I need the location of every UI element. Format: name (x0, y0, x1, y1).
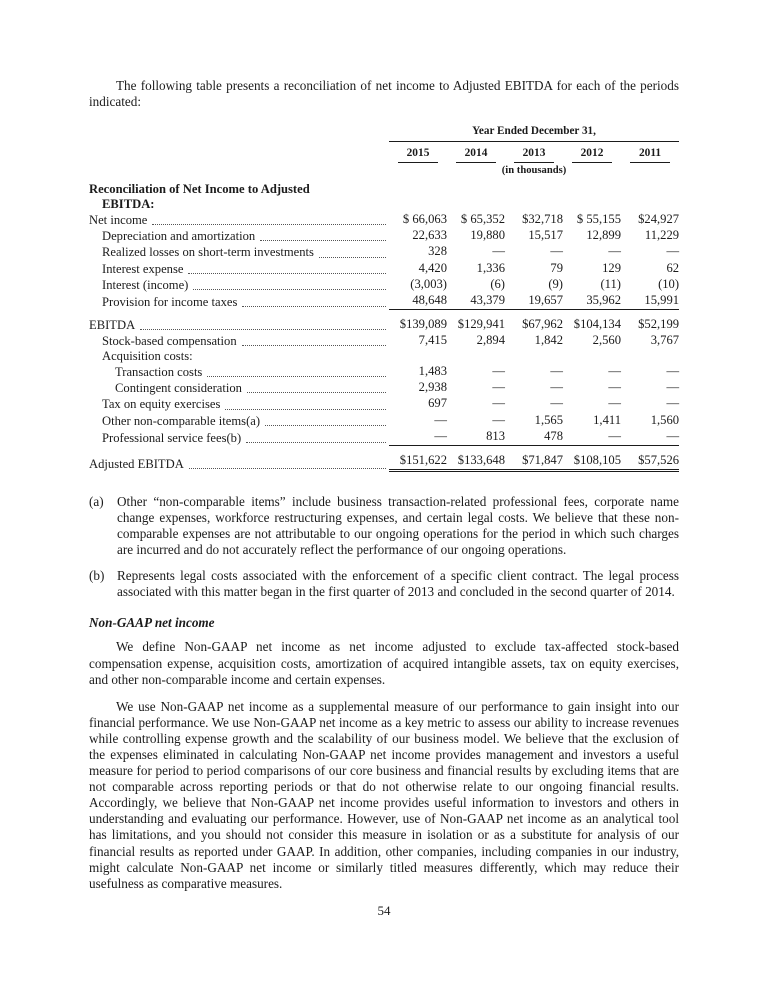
table-row (89, 413, 679, 429)
cell-value: — (608, 380, 621, 395)
cell-value: 12,899 (586, 228, 621, 243)
year-header-2015 (389, 141, 447, 163)
dot-leader (189, 468, 386, 469)
table-row (89, 364, 679, 380)
table-row (89, 349, 679, 364)
cell-value: $133,648 (447, 453, 505, 472)
cell-value: 3,767 (650, 333, 680, 347)
cell-value: 11,229 (644, 228, 680, 243)
table-row (89, 212, 679, 228)
dot-leader (265, 425, 386, 426)
row-label: Other non-comparable items(a) (102, 413, 261, 428)
units-note-row (89, 163, 679, 182)
footnote-b (89, 568, 679, 600)
table-row (89, 261, 679, 277)
year-header-2012 (563, 141, 621, 163)
cell-value: 43,379 (447, 293, 505, 310)
cell-value: 1,560 (650, 412, 680, 427)
table-section-title-cont: EBITDA: (102, 197, 155, 212)
footnote-b-marker: (b) (89, 568, 105, 584)
year-label: 2012 (572, 147, 613, 164)
cell-value: 19,657 (505, 293, 563, 310)
row-label: Contingent consideration (115, 381, 242, 396)
cell-value: $57,526 (621, 453, 679, 472)
cell-value: 2,938 (418, 380, 447, 395)
cell-value (563, 349, 621, 364)
row-label: Interest (income) (102, 277, 189, 292)
cell-value: 79 (550, 260, 563, 275)
dot-leader (207, 376, 386, 377)
cell-value: 7,415 (418, 333, 447, 347)
cell-value: — (666, 380, 680, 395)
year-header-2013 (505, 141, 563, 163)
cell-value: — (389, 429, 447, 446)
ebitda-reconciliation-table (89, 125, 679, 472)
cell-value: $139,089 (399, 316, 447, 331)
cell-value: $24,927 (638, 212, 680, 227)
cell-value: $108,105 (563, 453, 621, 472)
cell-value: (10) (658, 276, 680, 291)
dot-leader (247, 392, 386, 393)
cell-value: (11) (600, 276, 621, 291)
cell-value (447, 349, 505, 364)
period-header: Year Ended December 31, (389, 125, 679, 141)
dot-leader (242, 345, 386, 346)
table-row (89, 277, 679, 293)
cell-value: 813 (447, 429, 505, 446)
cell-value: — (608, 396, 621, 411)
cell-value: 1,483 (418, 364, 447, 379)
footnote-a (89, 494, 679, 558)
non-gaap-paragraph-2: We use Non-GAAP net income as a supplemental measure of our performance to gain insight into our financial performance. We use Non-GAAP net income as a key metric to assess our ability to increase revenues while controlling expense growth and the scalability of our business model. We believe that the exclusion of the expenses eliminated in calculating Non-GAAP net income provides management and investors a useful measure for period to period comparisons of our core business and financial results by excluding items that are not comparable across reporting periods or that do not otherwise relate to our ongoing financial results. Accordingly, we believe that Non-GAAP net income provides useful information to investors and others in understanding and evaluating our performance. However, use of Non-GAAP net income as an analytical tool has limitations, and you should not consider this measure in isolation or as a substitute for analysis of our financial results as reported under GAAP. In addition, other companies, including companies in our industry, might calculate Non-GAAP net income or similarly titled measures differently, which may reduce their usefulness as comparative measures. (89, 698, 679, 891)
cell-value: 2,560 (592, 333, 621, 347)
cell-value (621, 349, 679, 364)
dot-leader (260, 240, 386, 241)
year-label: 2014 (456, 147, 497, 164)
table-row (89, 380, 679, 396)
section-title-row-cont (89, 197, 679, 212)
table-header (89, 125, 679, 182)
cell-value: $ 55,155 (576, 212, 621, 227)
footnote-a-text: Other “non-comparable items” include business transaction-related professional fees, corporate name change expenses, workforce restructuring expenses, and certain legal costs. We believe that these non-comparable expenses are not attributable to our ongoing operations for the period in which such charges are incurred and do not accurately reflect the performance of our ongoing operations. (117, 493, 679, 558)
page-number: 54 (377, 903, 391, 918)
cell-value: $32,718 (522, 212, 563, 227)
cell-value: 15,991 (621, 293, 679, 310)
table-section-title: Reconciliation of Net Income to Adjusted (89, 182, 310, 197)
cell-value: 19,880 (470, 228, 505, 243)
cell-value: — (492, 396, 505, 411)
cell-value: 35,962 (563, 293, 621, 310)
cell-value: $52,199 (638, 316, 680, 331)
row-label: Transaction costs (115, 365, 203, 380)
cell-value: $104,134 (573, 316, 621, 331)
cell-value: — (550, 244, 563, 259)
row-label: Stock-based compensation (102, 334, 237, 348)
cell-value: (9) (548, 276, 563, 291)
cell-value: — (550, 380, 563, 395)
cell-value: $ 65,352 (460, 212, 505, 227)
year-label: 2015 (398, 147, 439, 164)
cell-value: 62 (666, 260, 680, 275)
table-row (89, 429, 679, 446)
cell-value: — (666, 244, 680, 259)
cell-value: — (492, 364, 505, 379)
cell-value: — (666, 396, 680, 411)
table-row (89, 244, 679, 260)
row-label: Acquisition costs: (102, 349, 193, 364)
period-header-row (89, 125, 679, 141)
cell-value: 1,411 (593, 412, 621, 427)
non-gaap-heading: Non-GAAP net income (89, 615, 215, 631)
cell-value: — (550, 396, 563, 411)
cell-value: — (434, 412, 447, 427)
cell-value: — (666, 364, 680, 379)
row-label: Provision for income taxes (102, 294, 238, 309)
row-label: Professional service fees(b) (102, 430, 242, 445)
dot-leader (319, 257, 386, 258)
cell-value: 22,633 (412, 228, 447, 243)
cell-value: — (621, 429, 679, 446)
year-header-2011 (621, 141, 679, 163)
cell-value: — (608, 244, 621, 259)
year-header-row (89, 141, 679, 163)
section-title-row (89, 182, 679, 197)
cell-value: (6) (490, 276, 505, 291)
cell-value: — (550, 364, 563, 379)
row-label: Realized losses on short-term investments (102, 245, 314, 260)
cell-value: — (608, 364, 621, 379)
row-label: Net income (89, 213, 148, 228)
cell-value: 697 (428, 396, 447, 411)
dot-leader (193, 289, 386, 290)
dot-leader (140, 329, 386, 330)
intro-paragraph: The following table presents a reconciliation of net income to Adjusted EBITDA for each of the periods indicated: (89, 78, 679, 110)
cell-value: $129,941 (457, 316, 505, 331)
table-row (89, 310, 679, 333)
non-gaap-paragraph-1: We define Non-GAAP net income as net income adjusted to exclude tax-affected stock-based compensation expense, acquisition costs, amortization of acquired intangible assets, tax on equity exercises, and other non-comparable income and certain expenses. (89, 639, 679, 687)
cell-value: 1,842 (534, 333, 563, 347)
row-label: EBITDA (89, 317, 136, 332)
dot-leader (246, 442, 386, 443)
table-row (89, 293, 679, 310)
year-label: 2011 (630, 147, 670, 164)
dot-leader (242, 306, 386, 307)
table-row (89, 396, 679, 412)
cell-value: — (563, 429, 621, 446)
row-label: Tax on equity exercises (102, 397, 221, 412)
cell-value: 328 (428, 244, 447, 259)
cell-value: (3,003) (410, 276, 447, 291)
cell-value: $ 66,063 (402, 212, 447, 227)
cell-value: 2,894 (476, 333, 505, 347)
year-header-2014 (447, 141, 505, 163)
year-label: 2013 (514, 147, 555, 164)
row-label: Interest expense (102, 261, 184, 276)
cell-value: 478 (505, 429, 563, 446)
dot-leader (225, 409, 386, 410)
table-row (89, 446, 679, 472)
cell-value: 1,565 (534, 412, 563, 427)
row-label: Depreciation and amortization (102, 229, 256, 244)
cell-value: — (492, 380, 505, 395)
cell-value: 4,420 (418, 260, 447, 275)
units-note: (in thousands) (501, 165, 567, 177)
footnote-a-marker: (a) (89, 493, 104, 509)
cell-value: 1,336 (476, 260, 505, 275)
footnote-b-text: Represents legal costs associated with the enforcement of a specific client contract. The legal process associated with this matter began in the first quarter of 2013 and concluded in the second quarter of 2014. (117, 568, 679, 600)
table-row (89, 228, 679, 244)
cell-value: — (492, 244, 505, 259)
cell-value: $71,847 (505, 453, 563, 472)
cell-value: — (492, 412, 505, 427)
cell-value (389, 349, 447, 364)
table-body (89, 182, 679, 472)
cell-value (505, 349, 563, 364)
cell-value: $67,962 (522, 316, 563, 331)
cell-value: 15,517 (528, 228, 563, 243)
cell-value: 129 (602, 260, 621, 275)
row-label: Adjusted EBITDA (89, 456, 184, 471)
cell-value: 48,648 (389, 293, 447, 310)
table-row (89, 333, 679, 349)
dot-leader (188, 273, 386, 274)
cell-value: $151,622 (389, 453, 447, 472)
dot-leader (152, 224, 386, 225)
